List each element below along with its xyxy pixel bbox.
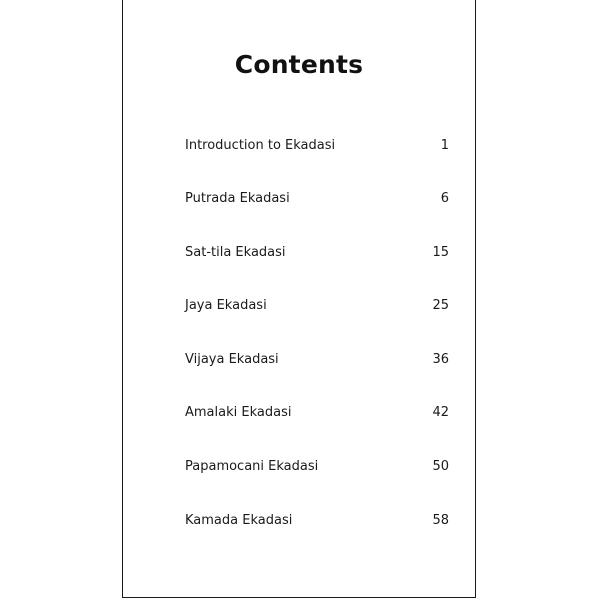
toc-entry-page-number: 36 bbox=[432, 351, 449, 367]
toc-entry[interactable] bbox=[185, 401, 449, 425]
toc-entry-label: Introduction to Ekadasi bbox=[185, 137, 336, 153]
toc-entry-page-number: 58 bbox=[432, 512, 449, 528]
toc-entry[interactable] bbox=[185, 347, 449, 371]
toc-entry-label: Putrada Ekadasi bbox=[185, 191, 290, 207]
toc-entry[interactable] bbox=[185, 508, 449, 532]
toc-entry-label: Papamocani Ekadasi bbox=[185, 459, 319, 475]
toc-entry-label: Kamada Ekadasi bbox=[185, 512, 293, 528]
toc-entry-page-number: 15 bbox=[432, 244, 449, 260]
toc-entry[interactable] bbox=[185, 240, 449, 264]
toc-entry[interactable] bbox=[185, 294, 449, 318]
toc-entry-page-number: 1 bbox=[440, 137, 449, 153]
toc-entry-page-number: 6 bbox=[440, 191, 449, 207]
toc-entry-page-number: 25 bbox=[432, 298, 449, 314]
document-page bbox=[122, 0, 476, 598]
toc-entry[interactable] bbox=[185, 187, 449, 211]
toc-entry-page-number: 50 bbox=[432, 459, 449, 475]
table-of-contents bbox=[185, 133, 449, 532]
toc-entry-page-number: 42 bbox=[432, 405, 449, 421]
toc-entry-label: Sat-tila Ekadasi bbox=[185, 244, 286, 260]
toc-entry-label: Vijaya Ekadasi bbox=[185, 351, 279, 367]
toc-entry[interactable] bbox=[185, 133, 449, 157]
toc-entry-label: Amalaki Ekadasi bbox=[185, 405, 292, 421]
toc-entry[interactable] bbox=[185, 455, 449, 479]
toc-entry-label: Jaya Ekadasi bbox=[185, 298, 267, 314]
page-title: Contents bbox=[234, 50, 364, 79]
